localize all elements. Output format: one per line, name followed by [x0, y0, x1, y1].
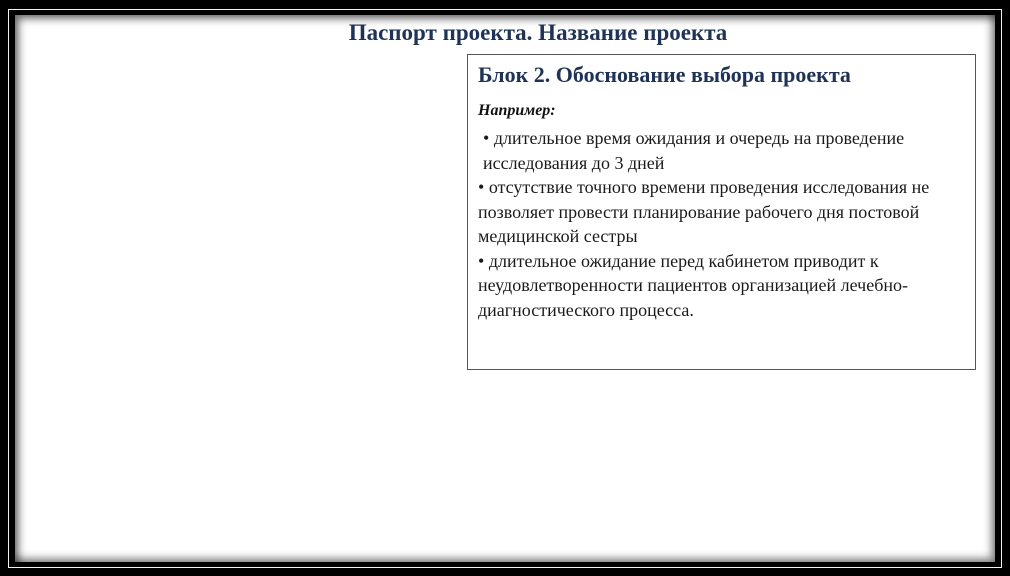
bullet-icon: •: [478, 250, 485, 271]
list-item: [478, 126, 965, 175]
list-item-text: отсутствие точного времени проведения исследования не позволяет провести планирование рабочего дня постовой медицинской сестры: [478, 177, 930, 246]
list-item-text: длительное время ожидания и очередь на проведение исследования до 3 дней: [483, 128, 905, 173]
example-label: Например:: [478, 102, 556, 119]
list-item-text: длительное ожидание перед кабинетом приводит к неудовлетворенности пациентов организацией лечебно-диагностического процесса.: [478, 250, 908, 320]
slide-title: Паспорт проекта. Название проекта: [348, 20, 728, 45]
list-item: [478, 175, 965, 249]
slide-content: [15, 15, 995, 562]
block-2-textbox: [467, 54, 976, 370]
bullet-icon: •: [483, 128, 490, 148]
block-title: Блок 2. Обоснование выбора проекта: [478, 62, 851, 87]
reasons-list: [478, 126, 965, 322]
list-item: [478, 249, 965, 323]
bullet-icon: •: [478, 177, 485, 197]
